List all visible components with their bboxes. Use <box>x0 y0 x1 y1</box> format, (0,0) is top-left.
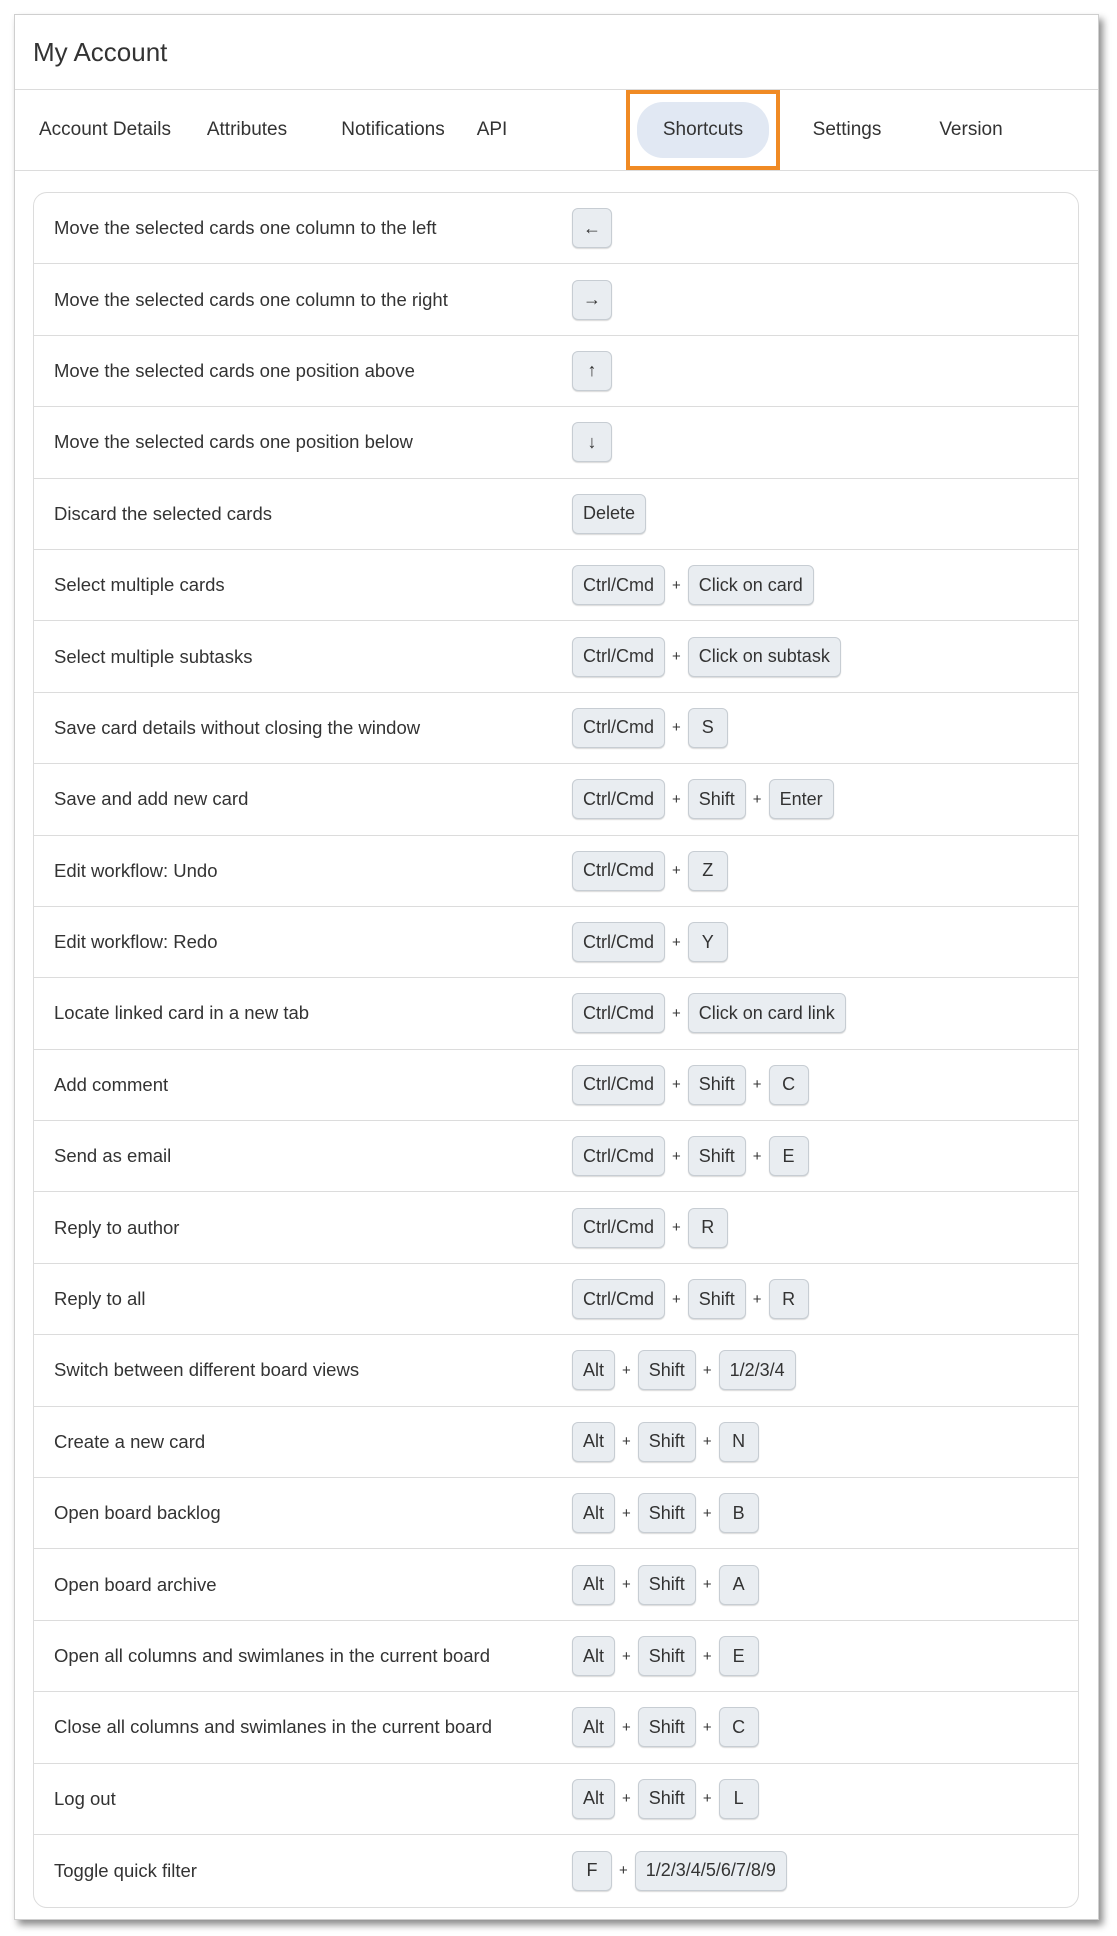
shortcut-description: Move the selected cards one column to the left <box>54 217 437 239</box>
key-cap: Shift <box>638 1493 696 1533</box>
shortcut-description: Move the selected cards one position above <box>54 359 415 381</box>
shortcut-keys <box>572 1422 759 1462</box>
shortcut-row <box>34 1407 1078 1478</box>
shortcut-keys <box>572 1136 809 1176</box>
key-cap: Ctrl/Cmd <box>572 1279 665 1319</box>
key-cap: Shift <box>688 1136 746 1176</box>
tab-label: Notifications <box>341 119 445 140</box>
shortcut-row <box>34 621 1078 692</box>
key-cap: B <box>719 1493 759 1533</box>
plus-separator: + <box>672 862 681 880</box>
tab-notifications[interactable] <box>315 98 471 162</box>
shortcut-description: Add comment <box>54 1073 169 1095</box>
tab-shortcuts[interactable] <box>626 90 780 170</box>
plus-separator: + <box>702 1647 712 1665</box>
plus-separator: + <box>672 933 681 951</box>
plus-separator: + <box>702 1433 712 1451</box>
shortcut-description: Send as email <box>54 1145 172 1167</box>
shortcut-row <box>34 193 1078 264</box>
plus-separator: + <box>622 1433 631 1451</box>
shortcut-keys <box>572 565 814 605</box>
shortcut-keys <box>572 208 612 248</box>
key-cap: 1/2/3/4/5/6/7/8/9 <box>635 1851 787 1891</box>
shortcut-keys <box>572 1279 809 1319</box>
plus-separator: + <box>672 1219 681 1237</box>
plus-separator: + <box>672 1290 681 1308</box>
shortcut-description: Open board backlog <box>54 1502 221 1524</box>
plus-separator: + <box>622 1361 631 1379</box>
shortcut-row <box>34 1335 1078 1406</box>
plus-separator: + <box>672 790 681 808</box>
shortcut-row <box>34 1835 1078 1906</box>
plus-separator: + <box>619 1862 628 1880</box>
shortcut-description: Open board archive <box>54 1573 217 1595</box>
shortcut-description: Close all columns and swimlanes in the current board <box>54 1716 493 1738</box>
shortcut-keys <box>572 1350 796 1390</box>
shortcut-row <box>34 264 1078 335</box>
plus-separator: + <box>702 1718 712 1736</box>
shortcut-row <box>34 1192 1078 1263</box>
shortcut-description: Move the selected cards one column to the right <box>54 288 448 310</box>
key-cap: Alt <box>572 1565 615 1605</box>
plus-separator: + <box>622 1504 631 1522</box>
key-cap: C <box>719 1707 759 1747</box>
key-cap: → <box>572 280 612 320</box>
key-cap: R <box>769 1279 809 1319</box>
key-cap: Ctrl/Cmd <box>572 1208 665 1248</box>
tab-version[interactable] <box>921 98 1021 162</box>
key-cap: Ctrl/Cmd <box>572 922 665 962</box>
shortcut-keys <box>572 422 612 462</box>
key-cap: ↓ <box>572 422 612 462</box>
shortcut-description: Discard the selected cards <box>54 502 272 524</box>
shortcut-description: Locate linked card in a new tab <box>54 1002 310 1024</box>
tab-settings[interactable] <box>797 98 897 162</box>
plus-separator: + <box>622 1647 631 1665</box>
shortcut-row <box>34 479 1078 550</box>
tab-label: Version <box>939 119 1003 140</box>
key-cap: F <box>572 1851 612 1891</box>
key-cap: Alt <box>572 1636 615 1676</box>
shortcut-keys <box>572 993 846 1033</box>
key-cap: E <box>769 1136 809 1176</box>
shortcut-keys <box>572 494 646 534</box>
plus-separator: + <box>672 1004 681 1022</box>
key-cap: Click on card <box>688 565 814 605</box>
shortcut-row <box>34 836 1078 907</box>
shortcut-keys <box>572 1565 759 1605</box>
shortcut-row <box>34 693 1078 764</box>
tab-label: Shortcuts <box>637 102 769 158</box>
tab-label: Attributes <box>206 119 288 140</box>
key-cap: Delete <box>572 494 646 534</box>
shortcut-row <box>34 1264 1078 1335</box>
shortcut-row <box>34 1621 1078 1692</box>
shortcut-row <box>34 978 1078 1049</box>
shortcut-description: Switch between different board views <box>54 1359 360 1381</box>
page-title: My Account <box>33 36 168 67</box>
shortcut-keys <box>572 708 728 748</box>
key-cap: Ctrl/Cmd <box>572 565 665 605</box>
plus-separator: + <box>752 1290 762 1308</box>
shortcut-description: Save and add new card <box>54 788 249 810</box>
key-cap: N <box>719 1422 759 1462</box>
key-cap: ↑ <box>572 351 612 391</box>
shortcut-description: Reply to all <box>54 1288 146 1310</box>
tab-label: Settings <box>812 119 882 140</box>
plus-separator: + <box>672 1147 681 1165</box>
shortcut-keys <box>572 1851 787 1891</box>
shortcut-keys <box>572 351 612 391</box>
plus-separator: + <box>702 1361 712 1379</box>
tab-label: API <box>476 119 508 140</box>
tab-api[interactable] <box>469 98 515 162</box>
key-cap: Click on card link <box>688 993 846 1033</box>
plus-separator: + <box>672 576 681 594</box>
key-cap: Ctrl/Cmd <box>572 708 665 748</box>
key-cap: Ctrl/Cmd <box>572 779 665 819</box>
dialog-header <box>15 15 1098 90</box>
key-cap: Alt <box>572 1707 615 1747</box>
key-cap: Shift <box>688 1065 746 1105</box>
key-cap: Enter <box>769 779 834 819</box>
key-cap: C <box>769 1065 809 1105</box>
shortcut-keys <box>572 1493 759 1533</box>
key-cap: R <box>688 1208 728 1248</box>
shortcut-row <box>34 1121 1078 1192</box>
plus-separator: + <box>672 719 681 737</box>
key-cap: Ctrl/Cmd <box>572 1136 665 1176</box>
shortcut-description: Move the selected cards one position below <box>54 431 413 453</box>
key-cap: A <box>719 1565 759 1605</box>
shortcut-keys <box>572 637 841 677</box>
key-cap: Shift <box>688 1279 746 1319</box>
shortcut-row <box>34 550 1078 621</box>
shortcut-description: Toggle quick filter <box>54 1859 197 1881</box>
key-cap: L <box>719 1779 759 1819</box>
key-cap: Shift <box>638 1636 696 1676</box>
key-cap: S <box>688 708 728 748</box>
shortcut-row <box>34 336 1078 407</box>
key-cap: Shift <box>638 1779 696 1819</box>
tab-bar <box>15 90 1098 171</box>
shortcut-keys <box>572 1065 809 1105</box>
shortcut-description: Edit workflow: Undo <box>54 859 218 881</box>
shortcut-description: Select multiple cards <box>54 574 225 596</box>
key-cap: Ctrl/Cmd <box>572 1065 665 1105</box>
shortcut-row <box>34 407 1078 478</box>
plus-separator: + <box>672 1076 681 1094</box>
shortcut-description: Create a new card <box>54 1430 206 1452</box>
shortcut-keys <box>572 280 612 320</box>
shortcut-row <box>34 1692 1078 1763</box>
plus-separator: + <box>622 1576 631 1594</box>
shortcut-description: Save card details without closing the window <box>54 716 421 738</box>
key-cap: Ctrl/Cmd <box>572 851 665 891</box>
tab-label: Account Details <box>38 119 171 140</box>
plus-separator: + <box>622 1790 631 1808</box>
key-cap: Alt <box>572 1422 615 1462</box>
shortcut-description: Select multiple subtasks <box>54 645 253 667</box>
key-cap: Shift <box>638 1707 696 1747</box>
shortcut-keys <box>572 1208 728 1248</box>
key-cap: Alt <box>572 1493 615 1533</box>
key-cap: 1/2/3/4 <box>719 1350 796 1390</box>
key-cap: E <box>719 1636 759 1676</box>
plus-separator: + <box>702 1790 712 1808</box>
shortcut-keys <box>572 1779 759 1819</box>
key-cap: Z <box>688 851 728 891</box>
tab-account-details[interactable] <box>35 98 175 162</box>
plus-separator: + <box>752 1076 762 1094</box>
plus-separator: + <box>622 1718 631 1736</box>
key-cap: Ctrl/Cmd <box>572 637 665 677</box>
shortcut-description: Log out <box>54 1787 116 1809</box>
key-cap: Alt <box>572 1779 615 1819</box>
shortcut-row <box>34 1549 1078 1620</box>
key-cap: Alt <box>572 1350 615 1390</box>
key-cap: Shift <box>638 1565 696 1605</box>
key-cap: Ctrl/Cmd <box>572 993 665 1033</box>
shortcut-keys <box>572 851 728 891</box>
plus-separator: + <box>752 790 762 808</box>
plus-separator: + <box>702 1504 712 1522</box>
shortcut-row <box>34 1050 1078 1121</box>
key-cap: Shift <box>638 1350 696 1390</box>
plus-separator: + <box>672 648 681 666</box>
shortcut-row <box>34 1478 1078 1549</box>
key-cap: Y <box>688 922 728 962</box>
shortcut-description: Open all columns and swimlanes in the current board <box>54 1645 491 1666</box>
shortcut-description: Reply to author <box>54 1216 180 1238</box>
my-account-dialog <box>14 14 1099 1920</box>
plus-separator: + <box>752 1147 762 1165</box>
shortcut-row <box>34 907 1078 978</box>
key-cap: Shift <box>688 779 746 819</box>
key-cap: Shift <box>638 1422 696 1462</box>
shortcut-keys <box>572 922 728 962</box>
plus-separator: + <box>702 1576 712 1594</box>
tab-attributes[interactable] <box>187 98 307 162</box>
shortcut-keys <box>572 779 834 819</box>
key-cap: ← <box>572 208 612 248</box>
shortcuts-table <box>33 192 1079 1908</box>
key-cap: Click on subtask <box>688 637 841 677</box>
shortcut-row <box>34 1764 1078 1835</box>
shortcut-keys <box>572 1636 759 1676</box>
shortcut-row <box>34 764 1078 835</box>
shortcut-description: Edit workflow: Redo <box>54 931 218 953</box>
shortcut-keys <box>572 1707 759 1747</box>
